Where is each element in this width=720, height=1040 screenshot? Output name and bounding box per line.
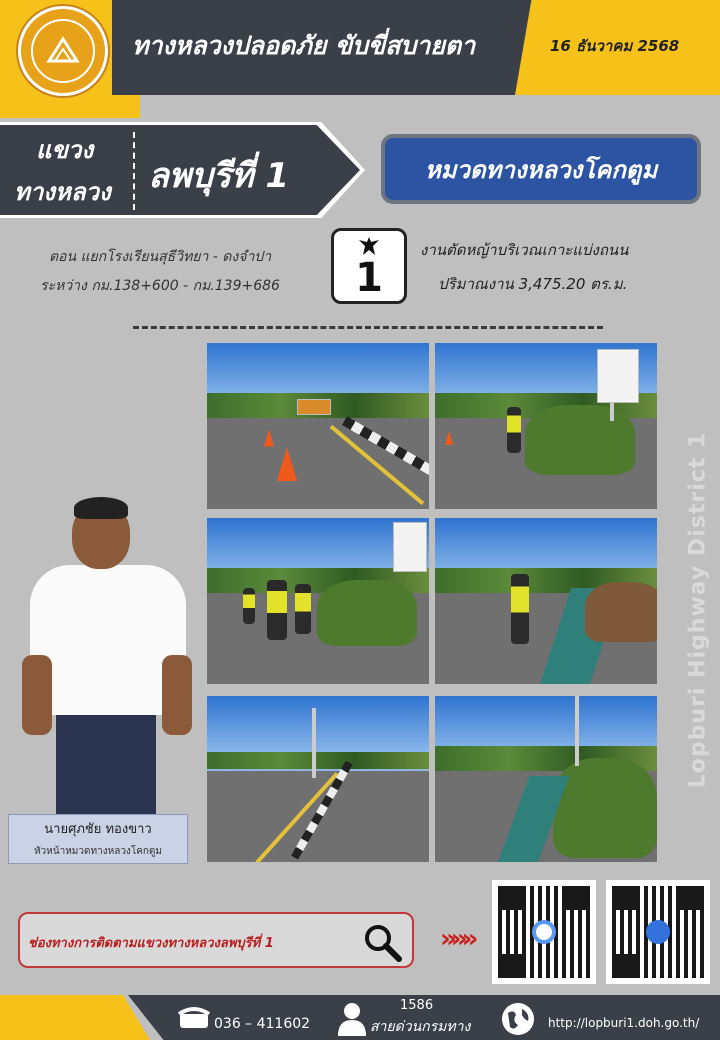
task-description: งานตัดหญ้าบริเวณเกาะแบ่งถนน: [420, 241, 629, 259]
work-photo-6: [435, 696, 657, 862]
location-range: ระหว่าง กม.138+600 - กม.139+686: [40, 278, 280, 294]
district-divider: [133, 132, 135, 210]
person-name: นายศุภชัย ทองขาว: [44, 822, 152, 837]
search-icon: [362, 922, 402, 962]
facebook-icon: [646, 920, 670, 944]
task-quantity: ปริมาณงาน 3,475.20 ตร.ม.: [438, 275, 628, 293]
footer-accent: [0, 995, 150, 1040]
arrows-icon: »»»: [440, 924, 473, 954]
department-logo: [18, 6, 108, 96]
district-label-line1: แขวง: [36, 136, 94, 164]
follow-channel-text: ช่องทางการติดตามแขวงทางหลวงลพบุรีที่ 1: [28, 936, 274, 951]
map-pin-icon: [532, 920, 556, 944]
work-photo-4: [435, 518, 657, 684]
garuda-emblem-icon: [357, 235, 381, 257]
header-title: ทางหลวงปลอดภัย ขับขี่สบายตา: [132, 31, 476, 60]
work-photo-3: [207, 518, 429, 684]
qr-code-map[interactable]: [492, 880, 596, 984]
section-separator: [133, 326, 603, 329]
globe-icon: [500, 1001, 536, 1037]
item-number-box: [331, 228, 407, 304]
location-section: ตอน แยกโรงเรียนสุธีวิทยา - ดงจำปา: [48, 249, 272, 265]
logo-emblem-icon: [43, 31, 83, 71]
person-title: หัวหน้าหมวดทางหลวงโคกตูม: [33, 846, 163, 857]
header-date: 16 ธันวาคม 2568: [550, 37, 680, 55]
side-watermark: Lopburi Highway District 1: [685, 431, 711, 789]
person-photo: [22, 495, 192, 815]
work-photo-1: [207, 343, 429, 509]
district-name: ลพบุรีที่ 1: [148, 156, 289, 196]
district-label-line2: ทางหลวง: [14, 178, 111, 206]
hotline-number[interactable]: 1586: [400, 998, 434, 1013]
unit-badge: [381, 134, 701, 204]
follow-channel-box[interactable]: [18, 912, 414, 968]
hotline-person-icon: [336, 1000, 368, 1036]
work-photo-5: [207, 696, 429, 862]
qr-code-facebook[interactable]: [606, 880, 710, 984]
footer-url[interactable]: http://lopburi1.doh.go.th/: [548, 1016, 700, 1030]
hotline-label: สายด่วนกรมทาง: [370, 1019, 471, 1035]
item-number: 1: [355, 255, 383, 301]
work-photo-2: [435, 343, 657, 509]
unit-name: หมวดทางหลวงโคกตูม: [424, 155, 658, 184]
phone-icon: [178, 1006, 210, 1028]
footer-phone[interactable]: 036 – 411602: [214, 1016, 311, 1032]
